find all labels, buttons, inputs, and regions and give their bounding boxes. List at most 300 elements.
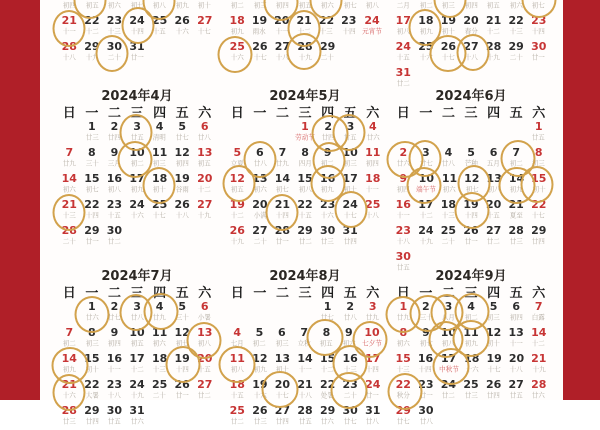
lunar-label: 初十: [532, 185, 546, 194]
day-cell: [339, 146, 362, 172]
day-number: 1: [323, 300, 332, 313]
day-number: 12: [252, 352, 268, 365]
day-cell: [527, 300, 550, 326]
day-cell: [271, 198, 294, 224]
lunar-label: 初九: [464, 339, 478, 348]
lunar-label: 廿二: [487, 237, 501, 246]
day-number: 23: [342, 378, 358, 391]
lunar-label: 十五: [396, 53, 410, 62]
month-title: 2024年7月: [101, 269, 173, 284]
day-number: 27: [274, 404, 291, 417]
lunar-label: 初三: [441, 1, 455, 10]
weekday-label: 二: [107, 286, 121, 301]
day-cell: [294, 404, 317, 430]
day-cell: [294, 172, 317, 198]
day-cell: [58, 0, 81, 14]
lunar-label: 初六: [396, 339, 410, 348]
lunar-label: 廿一: [464, 237, 478, 246]
day-cell: [58, 198, 81, 224]
lunar-label: 十七: [275, 391, 289, 400]
lunar-label: 十一: [366, 185, 380, 194]
day-cell: [103, 40, 126, 66]
day-cell: [437, 14, 460, 40]
day-number: 21: [61, 198, 77, 211]
lunar-label: 廿八: [441, 159, 455, 168]
day-cell: [126, 198, 149, 224]
day-number: 6: [200, 120, 209, 133]
lunar-label: 初八: [153, 1, 167, 10]
day-number: 16: [106, 352, 123, 365]
lunar-label: 十七: [198, 27, 212, 36]
weekday-label: 六: [198, 286, 212, 301]
day-cell: [505, 326, 528, 352]
day-number: 2: [324, 120, 332, 133]
lunar-label: 十九: [419, 237, 433, 246]
day-number: 30: [106, 404, 123, 417]
day-cell: [249, 198, 272, 224]
day-cell: [527, 146, 550, 172]
day-cell: [505, 352, 527, 378]
lunar-label: 廿六: [321, 417, 335, 426]
day-cell: [58, 40, 81, 66]
day-number: 3: [346, 120, 355, 133]
day-number: 4: [155, 120, 164, 133]
day-cell: [528, 352, 550, 378]
day-cell: [126, 326, 149, 352]
day-cell: [103, 198, 126, 224]
day-number: 4: [233, 326, 241, 339]
day-cell: [361, 40, 384, 66]
lunar-label: 十三: [396, 365, 410, 374]
day-cell: [103, 120, 126, 146]
day-number: 28: [61, 40, 77, 53]
lunar-label: 初二: [252, 339, 267, 348]
day-cell: [248, 120, 270, 146]
lunar-label: 十八: [464, 53, 478, 62]
day-number: 21: [531, 352, 547, 365]
day-cell: [437, 120, 460, 146]
day-number: 7: [512, 146, 520, 159]
lunar-label: 十二: [85, 27, 99, 36]
month-2024-05: [226, 88, 384, 250]
lunar-label: 十九: [198, 211, 212, 220]
day-number: 10: [342, 146, 358, 159]
day-number: 19: [174, 352, 190, 365]
day-cell: [392, 40, 415, 66]
lunar-label: 十七: [532, 211, 546, 220]
day-number: 17: [365, 352, 381, 365]
day-cell: [437, 40, 460, 66]
weekday-label: 三: [464, 286, 478, 301]
day-number: 15: [395, 352, 411, 365]
lunar-label: 十八: [298, 391, 312, 400]
weekday-label: 四: [487, 106, 501, 121]
day-number: 30: [106, 40, 123, 53]
lunar-label: 廿四: [487, 391, 501, 400]
week-row: [392, 146, 550, 172]
lunar-label: 廿四: [275, 417, 289, 426]
day-number: 2: [346, 300, 354, 313]
day-cell: [58, 120, 81, 146]
week-row: [392, 0, 550, 14]
lunar-label: 初二: [464, 313, 478, 322]
weekday-label: 五: [509, 106, 523, 121]
lunar-label: 小满: [253, 211, 267, 220]
day-number: 5: [178, 300, 186, 313]
day-number: 26: [174, 378, 190, 391]
day-number: 17: [441, 352, 457, 365]
day-cell: [226, 146, 249, 172]
day-cell: [226, 404, 249, 430]
week-row: [58, 120, 216, 146]
day-number: 11: [151, 146, 168, 159]
day-cell: [339, 378, 362, 404]
day-number: 12: [485, 326, 502, 339]
day-cell: [505, 14, 528, 40]
day-cell: [316, 378, 339, 404]
day-cell: [460, 378, 483, 404]
day-number: 2: [422, 300, 430, 313]
lunar-label: 十八: [175, 211, 189, 220]
lunar-label: 初三: [343, 159, 357, 168]
lunar-label: 初六: [342, 339, 356, 348]
day-number: 17: [129, 172, 145, 185]
lunar-label: 初七: [175, 339, 189, 348]
day-number: 13: [197, 326, 213, 339]
weekday-header: [392, 286, 550, 300]
day-number: 8: [88, 326, 96, 339]
day-cell: [171, 224, 194, 250]
day-number: 24: [395, 40, 411, 53]
lunar-label: 元宵节: [362, 27, 382, 36]
lunar-label: 十四: [366, 365, 380, 374]
weekday-label: 三: [298, 286, 312, 301]
lunar-label: 初六: [509, 1, 523, 10]
day-cell: [103, 378, 126, 404]
day-number: 4: [444, 146, 453, 159]
day-cell: [415, 224, 438, 250]
day-cell: [193, 0, 216, 14]
day-number: 29: [84, 40, 100, 53]
day-cell: [482, 300, 505, 326]
day-number: 21: [296, 14, 312, 27]
weekday-label: 日: [230, 286, 244, 301]
day-cell: [461, 352, 483, 378]
week-row: [392, 198, 550, 224]
day-number: 5: [467, 146, 475, 159]
day-cell: [193, 14, 216, 40]
day-cell: [171, 120, 194, 146]
weekday-label: 日: [62, 106, 76, 121]
day-number: 22: [84, 14, 100, 27]
day-cell: [361, 378, 384, 404]
lunar-label: 十七: [487, 365, 501, 374]
day-number: 24: [129, 198, 145, 211]
lunar-label: 十六: [130, 211, 144, 220]
day-number: 30: [418, 404, 434, 417]
right-red-bar: [563, 0, 600, 400]
lunar-label: 廿五: [532, 133, 546, 142]
week-row: [392, 404, 550, 430]
lunar-label: 初四: [366, 159, 380, 168]
lunar-label: 初七: [419, 339, 433, 348]
day-cell: [392, 0, 415, 14]
day-cell: [81, 378, 104, 404]
day-cell: [528, 172, 550, 198]
lunar-label: 初五: [230, 185, 244, 194]
lunar-label: 三十: [85, 159, 99, 168]
lunar-label: 初十: [441, 27, 455, 36]
lunar-label: 十八: [509, 365, 524, 374]
day-number: 23: [395, 224, 411, 237]
day-number: 20: [197, 172, 213, 185]
day-number: 3: [133, 120, 141, 133]
day-number: 22: [84, 198, 100, 211]
day-cell: [193, 40, 216, 66]
day-number: 1: [301, 120, 309, 133]
day-number: 13: [508, 326, 524, 339]
day-cell: [437, 224, 460, 250]
day-cell: [505, 172, 527, 198]
day-number: 29: [84, 404, 100, 417]
day-cell: [527, 404, 550, 430]
week-row: [392, 326, 550, 352]
day-number: 12: [229, 172, 245, 185]
day-number: 26: [463, 224, 479, 237]
lunar-label: 廿六: [366, 133, 380, 142]
lunar-label: 立夏: [230, 159, 244, 168]
lunar-label: 廿九: [62, 159, 76, 168]
day-cell: [81, 352, 104, 378]
lunar-label: 初三: [85, 339, 99, 348]
day-cell: [226, 172, 249, 198]
lunar-label: 廿三: [62, 417, 76, 426]
day-cell: [392, 120, 415, 146]
day-cell: [527, 224, 550, 250]
day-number: 10: [364, 326, 380, 339]
day-number: 30: [342, 404, 358, 417]
lunar-label: 十八: [107, 391, 121, 400]
day-cell: [437, 326, 460, 352]
day-cell: [482, 14, 505, 40]
day-number: 15: [84, 172, 100, 185]
lunar-label: 初九: [175, 1, 189, 10]
lunar-label: 初五: [319, 339, 334, 348]
day-cell: [460, 120, 483, 146]
day-number: 4: [467, 300, 475, 313]
day-number: 13: [486, 172, 502, 185]
day-number: 19: [440, 14, 457, 27]
week-row: [58, 0, 216, 14]
lunar-label: 廿七: [419, 159, 433, 168]
lunar-label: 初十: [487, 339, 501, 348]
lunar-label: 十六: [465, 365, 479, 374]
week-row: [392, 224, 550, 250]
day-cell: [248, 326, 270, 352]
week-row: [226, 198, 384, 224]
day-number: 14: [531, 326, 547, 339]
lunar-label: 初六: [253, 185, 267, 194]
day-cell: [392, 378, 415, 404]
day-cell: [482, 0, 505, 14]
lunar-label: 小暑: [198, 313, 212, 322]
day-number: 11: [365, 146, 381, 159]
lunar-label: 十四: [175, 365, 189, 374]
month-title: 2024年8月: [269, 269, 341, 284]
day-cell: [437, 352, 461, 378]
lunar-label: 十九: [85, 53, 99, 62]
day-cell: [339, 404, 362, 430]
week-row: [226, 40, 384, 66]
weekday-header: [392, 106, 550, 120]
day-cell: [482, 120, 505, 146]
day-cell: [126, 404, 149, 430]
weekday-label: 一: [253, 106, 267, 121]
lunar-label: 白露: [532, 313, 546, 322]
day-cell: [126, 172, 149, 198]
day-number: 26: [252, 404, 268, 417]
lunar-label: 初三: [532, 159, 546, 168]
day-cell: [505, 300, 528, 326]
weekday-label: 二: [275, 286, 289, 301]
weekday-label: 四: [487, 286, 501, 301]
day-cell: [392, 172, 414, 198]
lunar-label: 初三: [153, 159, 167, 168]
lunar-label: 中秋节: [438, 365, 459, 374]
week-row: [392, 300, 550, 326]
lunar-label: 廿七: [321, 313, 335, 322]
weekday-label: 三: [130, 106, 144, 121]
lunar-label: 十八: [275, 53, 289, 62]
lunar-label: 十七: [153, 211, 167, 220]
lunar-label: 初二: [419, 1, 433, 10]
lunar-label: 十一: [396, 211, 410, 220]
day-cell: [360, 326, 384, 352]
day-cell: [148, 172, 171, 198]
day-cell: [81, 326, 104, 352]
day-cell: [505, 224, 528, 250]
lunar-label: 春分: [464, 27, 478, 36]
week-row: [392, 14, 550, 40]
day-cell: [339, 120, 361, 146]
day-number: 6: [256, 146, 264, 159]
day-number: 24: [418, 224, 434, 237]
day-cell: [81, 172, 104, 198]
day-cell: [249, 378, 272, 404]
week-row: [392, 120, 550, 146]
day-cell: [81, 14, 104, 40]
day-number: 31: [129, 40, 145, 53]
day-cell: [460, 40, 483, 66]
day-cell: [271, 326, 293, 352]
lunar-label: 初八: [198, 339, 212, 348]
day-cell: [316, 404, 339, 430]
day-cell: [338, 14, 360, 40]
day-number: 18: [229, 378, 245, 391]
day-cell: [58, 326, 81, 352]
lunar-label: 廿四: [343, 237, 357, 246]
lunar-label: 廿九: [366, 313, 380, 322]
lunar-label: 十六: [253, 391, 267, 400]
week-row: [58, 300, 216, 326]
day-number: 25: [365, 198, 381, 211]
lunar-label: 廿二: [230, 417, 244, 426]
day-cell: [103, 326, 126, 352]
day-cell: [271, 146, 294, 172]
lunar-label: 初四: [396, 185, 410, 194]
day-number: 28: [297, 404, 313, 417]
weekday-header: [58, 106, 216, 120]
day-number: 9: [399, 172, 407, 185]
day-cell: [392, 146, 415, 172]
day-number: 8: [301, 146, 309, 159]
day-number: 20: [252, 198, 268, 211]
day-cell: [293, 14, 315, 40]
week-row: [226, 14, 384, 40]
day-number: 13: [197, 146, 213, 159]
lunar-label: 廿二: [298, 237, 312, 246]
day-cell: [58, 224, 81, 250]
day-number: 5: [489, 300, 498, 313]
day-cell: [249, 40, 272, 66]
lunar-label: 廿六: [532, 391, 546, 400]
lunar-label: 二十: [153, 391, 167, 400]
lunar-label: 十七: [343, 211, 357, 220]
day-cell: [271, 40, 294, 66]
day-number: 26: [485, 378, 502, 391]
weekday-label: 五: [343, 286, 357, 301]
day-number: 1: [534, 120, 543, 133]
week-row: [392, 40, 550, 66]
day-number: 31: [129, 404, 145, 417]
lunar-label: 初八: [107, 185, 121, 194]
day-cell: [414, 172, 438, 198]
day-cell: [193, 326, 216, 352]
lunar-label: 廿一: [85, 237, 99, 246]
day-number: 14: [274, 172, 291, 185]
weekday-label: 一: [419, 286, 433, 301]
day-cell: [193, 172, 216, 198]
lunar-label: 廿一: [419, 391, 433, 400]
day-cell: [414, 352, 436, 378]
day-cell: [81, 224, 104, 250]
lunar-label: 廿一: [175, 391, 189, 400]
week-row: [58, 404, 216, 430]
day-cell: [339, 172, 362, 198]
day-cell: [171, 14, 194, 40]
lunar-label: 廿三: [321, 237, 335, 246]
lunar-label: 廿六: [85, 313, 99, 322]
lunar-label: 初九: [230, 27, 244, 36]
day-number: 9: [344, 326, 353, 339]
day-number: 3: [444, 300, 453, 313]
lunar-label: 十三: [62, 211, 76, 220]
day-cell: [148, 378, 171, 404]
week-row: [226, 120, 384, 146]
day-cell: [505, 404, 528, 430]
day-cell: [316, 172, 339, 198]
day-number: 16: [319, 172, 336, 185]
day-number: 24: [129, 14, 145, 27]
day-number: 19: [251, 14, 268, 27]
day-cell: [482, 224, 505, 250]
day-number: 29: [297, 224, 313, 237]
day-cell: [103, 404, 126, 430]
day-number: 4: [368, 120, 377, 133]
week-row: [226, 0, 384, 14]
day-cell: [460, 404, 483, 430]
lunar-label: 廿八: [130, 313, 144, 322]
